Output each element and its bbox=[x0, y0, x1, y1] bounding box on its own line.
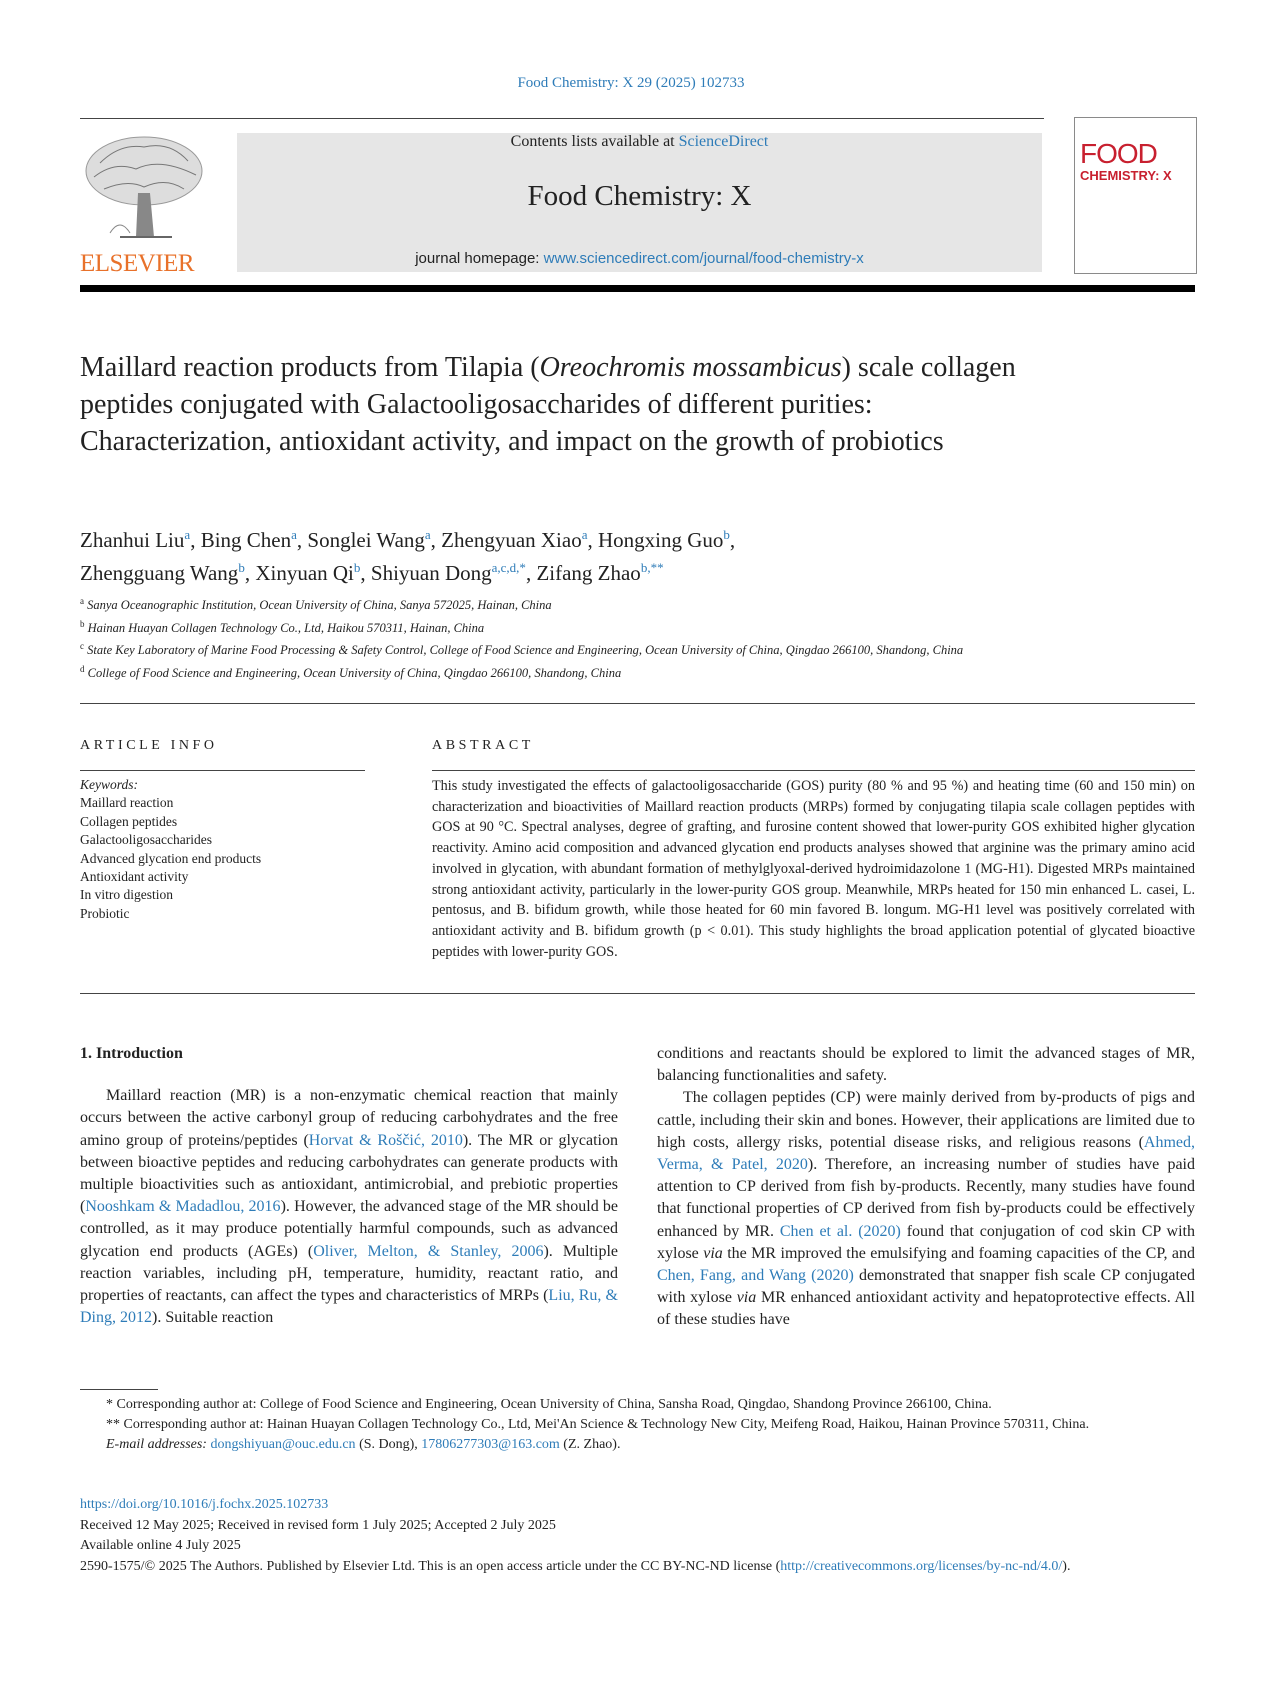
section-heading: 1. Introduction bbox=[80, 1045, 183, 1062]
separator: , bbox=[430, 528, 442, 552]
footnotes bbox=[80, 1395, 1195, 1455]
divider bbox=[432, 770, 1195, 771]
text-run: MR enhanced antioxidant activity and hepatoprotective effects. All of these studies have bbox=[657, 1289, 1195, 1329]
separator: , bbox=[296, 528, 308, 552]
email-line bbox=[80, 1435, 1195, 1455]
intro-right-column bbox=[657, 1043, 1195, 1332]
author-affil-mark[interactable]: a bbox=[184, 527, 191, 542]
text-run: ). Multiple reaction variables, including pH, temperature, humidity, reactant ratio, and properties of reactants, can affect the types and characteristics of MRPs ( bbox=[80, 1242, 618, 1305]
author[interactable]: Zifang Zhao bbox=[536, 561, 641, 585]
article-title bbox=[80, 349, 1060, 460]
title-part: Maillard reaction products from Tilapia ( bbox=[80, 352, 540, 383]
affiliation bbox=[80, 660, 1080, 683]
keywords-label: Keywords: bbox=[80, 777, 138, 792]
author-list bbox=[80, 521, 1130, 587]
keyword: Galactooligosaccharides bbox=[80, 832, 212, 848]
keyword: Probiotic bbox=[80, 905, 130, 921]
affil-mark: c bbox=[80, 641, 84, 652]
intro-left-column bbox=[80, 1043, 618, 1329]
text-run: Maillard reaction (MR) is a non-enzymatic chemical reaction that mainly occurs between the active carbonyl group of reducing carbohydrates and the free amino group of proteins/peptides ( bbox=[80, 1087, 618, 1149]
sciencedirect-link[interactable]: ScienceDirect bbox=[678, 133, 769, 150]
affil-mark: d bbox=[80, 663, 85, 674]
keyword: Advanced glycation end products bbox=[80, 850, 262, 866]
affil-mark: a bbox=[80, 596, 84, 606]
author-affil-mark[interactable]: a bbox=[424, 527, 431, 542]
header-thick-rule bbox=[80, 285, 1195, 292]
email-link[interactable]: dongshiyuan@ouc.edu.cn bbox=[210, 1437, 356, 1452]
text-run: ). Suitable reaction bbox=[152, 1309, 274, 1327]
abstract-text: This study investigated the effects of galactooligosaccharide (GOS) purity (80 % and 95 %) and heating time (60 and 150 min) on characterization and bioactivities of Maillard reaction products (MRPs) formed by conjugating tilapia scale collagen peptides with GOS at 90 °C. Spectral analyses, degree of grafting, and furosine content showed that lower-purity GOS exhibited higher glycation reactivity. Amino acid composition and advanced glycation end products analyses showed that arginine was the primary amino acid involved in glycation, with abundant formation of methylglyoxal-derived hydroimidazolone 1 (MG-H1). Digested MRPs maintained strong antioxidant activity, particularly in the lower-purity GOS group. Meanwhile, MRPs heated for 150 min enhanced L. casei, L. pentosus, and B. bifidum growth, while those heated for 60 min favored B. longum. MG-H1 level was positively correlated with antioxidant activity and B. bifidum growth (p < 0.01). This study highlights the broad application potential of glycated bioactive peptides with lower-purity GOS. bbox=[432, 778, 1195, 960]
affiliation bbox=[80, 592, 1080, 615]
contents-prefix: Contents lists available at bbox=[510, 133, 679, 150]
journal-reference[interactable]: Food Chemistry: X 29 (2025) 102733 bbox=[517, 75, 745, 91]
journal-title: Food Chemistry: X bbox=[527, 180, 752, 212]
keywords-list bbox=[80, 776, 380, 923]
author[interactable]: Zhengyuan Xiao bbox=[441, 528, 582, 552]
affiliation bbox=[80, 637, 1080, 660]
divider bbox=[80, 118, 1044, 119]
text-run: the MR improved the emulsifying and foaming capacities of the CP, and bbox=[722, 1244, 1196, 1262]
author-affil-mark[interactable]: a bbox=[581, 527, 588, 542]
elsevier-logo bbox=[80, 133, 208, 277]
divider bbox=[80, 770, 365, 771]
citation-link[interactable]: Chen et al. (2020) bbox=[779, 1222, 901, 1240]
affil-text: College of Food Science and Engineering, Ocean University of China, Qingdao 266100, Shandong, China bbox=[87, 666, 622, 681]
author[interactable]: Zhanhui Liu bbox=[80, 528, 185, 552]
paragraph bbox=[657, 1087, 1195, 1331]
text-run: (S. Dong), bbox=[355, 1437, 422, 1452]
paragraph: conditions and reactants should be explored to limit the advanced stages of MR, balancing functionalities and safety. bbox=[657, 1045, 1195, 1085]
elsevier-wordmark: ELSEVIER bbox=[80, 250, 195, 277]
keyword: Collagen peptides bbox=[80, 813, 178, 829]
author[interactable]: Xinyuan Qi bbox=[255, 561, 354, 585]
separator: , bbox=[525, 561, 537, 585]
author[interactable]: Bing Chen bbox=[200, 528, 292, 552]
tree-icon bbox=[80, 133, 208, 245]
keyword: In vitro digestion bbox=[80, 887, 173, 903]
keyword: Antioxidant activity bbox=[80, 869, 189, 885]
abstract-heading: ABSTRACT bbox=[432, 738, 534, 753]
footnote-rule bbox=[80, 1389, 158, 1390]
license-link[interactable]: http://creativecommons.org/licenses/by-nc-nd/4.0/ bbox=[780, 1558, 1063, 1574]
citation-link[interactable]: Nooshkam & Madadlou, 2016 bbox=[85, 1198, 281, 1216]
text-run: found that conjugation of cod skin CP with xylose bbox=[657, 1222, 1195, 1262]
cover-food-text: FOOD bbox=[1080, 138, 1157, 169]
author[interactable]: Songlei Wang bbox=[307, 528, 425, 552]
text-run: (Z. Zhao). bbox=[559, 1437, 621, 1452]
title-part: ) scale collagen peptides conjugated with Galactooligosaccharides of different purities: Characterization, antioxidant activity, and impact on the growth of probiotics bbox=[80, 352, 1016, 457]
homepage-link[interactable]: www.sciencedirect.com/journal/food-chemistry-x bbox=[543, 250, 864, 267]
article-info-heading: ARTICLE INFO bbox=[80, 738, 218, 753]
homepage-prefix: journal homepage: bbox=[415, 250, 544, 267]
available-date: Available online 4 July 2025 bbox=[80, 1538, 241, 1554]
affil-text: State Key Laboratory of Marine Food Processing & Safety Control, College of Food Science and Engineering, Ocean University of China, Qingdao 266100, Shandong, China bbox=[87, 643, 964, 658]
text-run: ). However, the advanced stage of the MR should be controlled, as it may produce potentially harmful compounds, such as advanced glycation end products (AGEs) ( bbox=[80, 1198, 618, 1260]
affil-mark: b bbox=[80, 618, 85, 629]
author[interactable]: Hongxing Guo bbox=[598, 528, 724, 552]
received-dates: Received 12 May 2025; Received in revised form 1 July 2025; Accepted 2 July 2025 bbox=[80, 1517, 556, 1533]
author-affil-mark[interactable]: b bbox=[353, 560, 361, 575]
separator: , bbox=[360, 561, 371, 585]
italic-word: via bbox=[703, 1244, 723, 1262]
journal-homepage bbox=[237, 250, 1042, 267]
author-affil-mark[interactable]: b,** bbox=[640, 560, 664, 575]
divider bbox=[80, 703, 1195, 704]
author-affil-mark[interactable]: b bbox=[723, 527, 730, 542]
text-run: 2590-1575/© 2025 The Authors. Published by Elsevier Ltd. This is an open access article under the CC BY-NC-ND license ( bbox=[80, 1558, 781, 1574]
text-run: ). bbox=[1062, 1558, 1071, 1574]
affil-text: Hainan Huayan Collagen Technology Co., Ltd, Haikou 570311, Hainan, China bbox=[87, 620, 485, 635]
affiliation bbox=[80, 615, 1080, 638]
publication-info bbox=[80, 1495, 1195, 1577]
text-run: The collagen peptides (CP) were mainly derived from by-products of pigs and cattle, including their skin and bones. However, their applications are limited due to high costs, allergy risks, potential disease risks, and religious reasons ( bbox=[657, 1089, 1195, 1151]
contents-available bbox=[237, 133, 1042, 151]
cover-chemistry-text: CHEMISTRY: X bbox=[1080, 168, 1172, 183]
keyword: Maillard reaction bbox=[80, 795, 174, 811]
footnote: ** Corresponding author at: Hainan Huayan Collagen Technology Co., Ltd, Mei'An Science & Technology New City, Meifeng Road, Haikou, Hainan Province 570311, China. bbox=[106, 1417, 1090, 1432]
citation-link[interactable]: Chen, Fang, and Wang (2020) bbox=[657, 1267, 854, 1285]
text-run: ). Therefore, an increasing number of studies have paid attention to CP derived from fish by-products. Recently, many studies have found that functional properties of CP derived from fish by-products could be effectively enhanced by MR. bbox=[657, 1156, 1195, 1240]
citation-link[interactable]: Liu, Ru, & Ding, 2012 bbox=[80, 1287, 619, 1327]
citation-link[interactable]: Horvat & Roščić, 2010 bbox=[308, 1131, 463, 1149]
divider bbox=[80, 993, 1195, 994]
author[interactable]: Shiyuan Dong bbox=[370, 561, 492, 585]
footnote: * Corresponding author at: College of Food Science and Engineering, Ocean University of China, Sansha Road, Qingdao, Shandong Province 266100, China. bbox=[106, 1397, 992, 1412]
journal-cover[interactable] bbox=[1074, 117, 1197, 274]
doi-link[interactable]: https://doi.org/10.1016/j.fochx.2025.102733 bbox=[80, 1497, 329, 1512]
separator: , bbox=[190, 528, 201, 552]
text-run: ). The MR or glycation between bioactive peptides and reducing carbohydrates can generate products with multiple bioactivities such as antioxidant, antimicrobial, and prebiotic properties ( bbox=[80, 1131, 618, 1216]
license-line bbox=[80, 1557, 1195, 1578]
affil-text: Sanya Oceanographic Institution, Ocean University of China, Sanya 572025, Hainan, China bbox=[87, 598, 552, 613]
author-affil-mark[interactable]: a bbox=[291, 527, 297, 542]
email-link[interactable]: 17806277303@163.com bbox=[421, 1437, 560, 1452]
italic-word: via bbox=[736, 1289, 757, 1307]
author-affil-mark[interactable]: b bbox=[238, 560, 245, 575]
title-species: Oreochromis mossambicus bbox=[539, 352, 842, 383]
affiliations bbox=[80, 592, 1080, 683]
citation-link[interactable]: Oliver, Melton, & Stanley, 2006 bbox=[313, 1242, 544, 1260]
citation-link[interactable]: Ahmed, Verma, & Patel, 2020 bbox=[657, 1133, 1195, 1174]
journal-banner bbox=[237, 133, 1042, 272]
email-label: E-mail addresses: bbox=[106, 1437, 207, 1452]
author-affil-mark[interactable]: a,c,d,* bbox=[491, 560, 526, 575]
text-run: demonstrated that snapper fish scale CP conjugated with xylose bbox=[657, 1267, 1195, 1307]
author[interactable]: Zhengguang Wang bbox=[80, 561, 239, 585]
separator: , bbox=[244, 561, 256, 585]
paragraph bbox=[80, 1085, 618, 1329]
separator: , bbox=[587, 528, 598, 552]
separator: , bbox=[729, 528, 736, 552]
